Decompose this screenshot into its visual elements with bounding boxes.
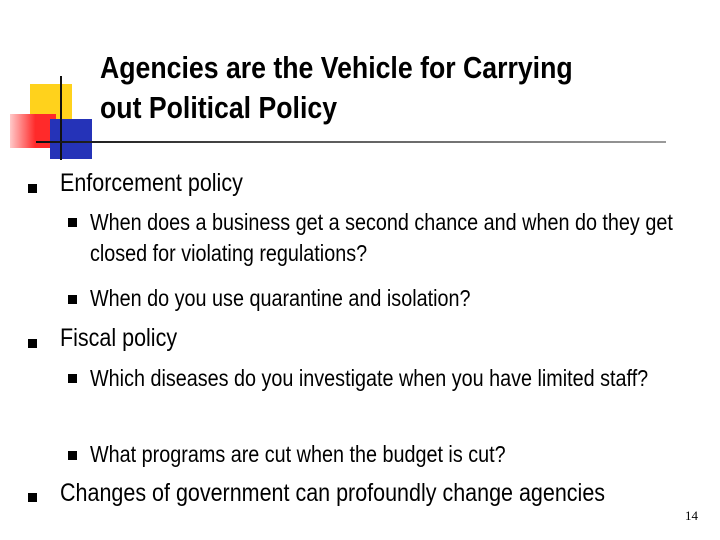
sub-bullet-marker-icon [68, 451, 77, 460]
bullet-marker-icon [28, 493, 37, 502]
bullet-marker-icon [28, 339, 37, 348]
sub-bullet-item: Which diseases do you investigate when you have limited staff? [90, 365, 649, 391]
slide-title: Agencies are the Vehicle for Carrying out Political Policy [100, 50, 573, 125]
vertical-rule [60, 76, 62, 160]
bullet-marker-icon [28, 184, 37, 193]
sub-bullet-item: When does a business get a second chance and when do they get closed for violating regulations? [90, 209, 673, 266]
sub-bullet-marker-icon [68, 374, 77, 383]
sub-bullet-marker-icon [68, 218, 77, 227]
bullet-item: Fiscal policy [60, 324, 178, 352]
sub-bullet-item: What programs are cut when the budget is cut? [90, 441, 506, 467]
blue-square [50, 119, 92, 159]
sub-bullet-marker-icon [68, 295, 77, 304]
sub-bullet-item: When do you use quarantine and isolation? [90, 285, 471, 311]
bullet-item: Changes of government can profoundly change agencies [60, 479, 606, 507]
bullet-item: Enforcement policy [60, 169, 243, 197]
title-underline-rule [36, 141, 666, 143]
page-number: 14 [685, 508, 698, 523]
